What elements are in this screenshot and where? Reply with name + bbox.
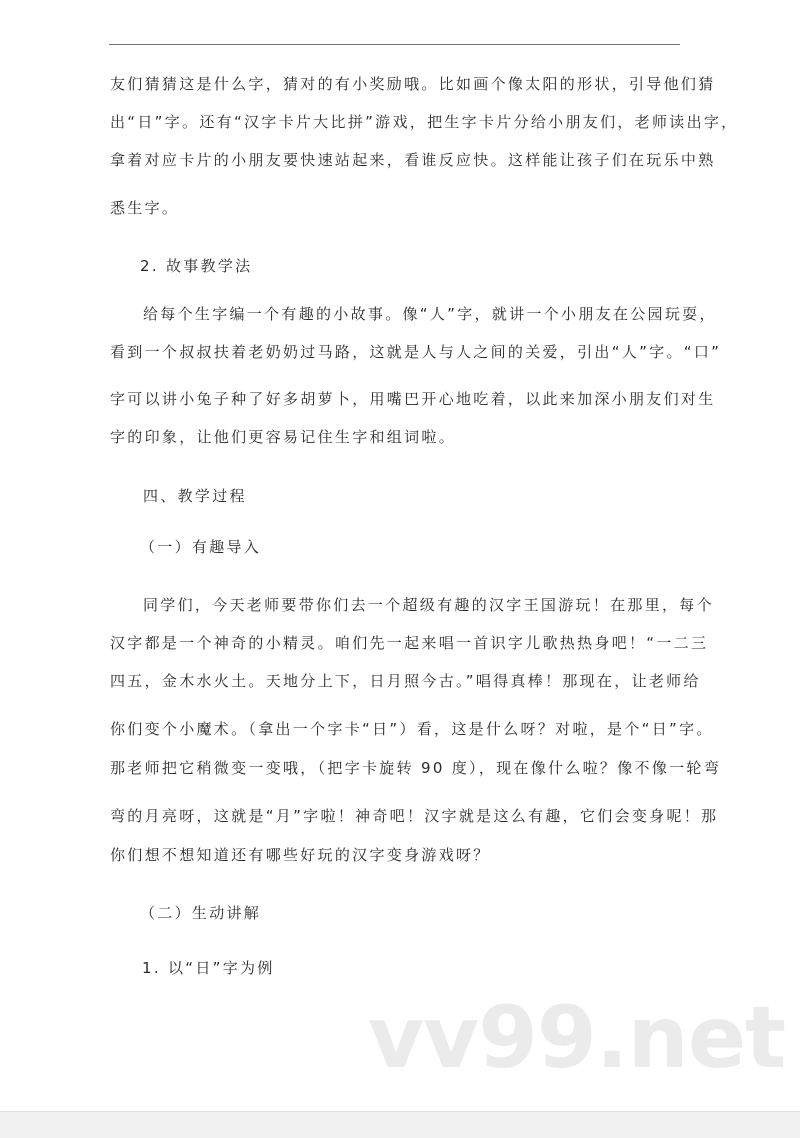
paragraph-line: 你们变个小魔术。（拿出一个字卡“日”）看，这是什么呀？对啦，是个“日”字。: [110, 720, 714, 738]
paragraph-line: 字可以讲小兔子种了好多胡萝卜，用嘴巴开心地吃着，以此来加深小朋友们对生: [110, 390, 716, 408]
subsection-heading: （一）有趣导入: [140, 538, 262, 556]
item-heading: 1. 以“日”字为例: [142, 959, 275, 977]
paragraph-line: 出“日”字。还有“汉字卡片大比拼”游戏，把生字卡片分给小朋友们，老师读出字，: [110, 113, 739, 131]
paragraph-line: 悉生字。: [110, 199, 180, 217]
paragraph-line: 你们想不想知道还有哪些好玩的汉字变身游戏呀？: [110, 846, 491, 864]
watermark: vv99.net: [368, 988, 786, 1088]
paragraph-line: 同学们，今天老师要带你们去一个超级有趣的汉字王国游玩！在那里，每个: [143, 596, 714, 614]
paragraph-line: 那老师把它稍微变一变哦，（把字卡旋转 90 度），现在像什么啦？像不像一轮弯: [110, 759, 722, 777]
paragraph-line: 看到一个叔叔扶着老奶奶过马路，这就是人与人之间的关爱，引出“人”字。“口”: [110, 343, 722, 361]
subsection-heading: （二）生动讲解: [140, 904, 262, 922]
paragraph-line: 字的印象，让他们更容易记住生字和组词啦。: [110, 428, 457, 446]
paragraph-line: 汉字都是一个神奇的小精灵。咱们先一起来唱一首识字儿歌热热身吧！“一二三: [110, 634, 709, 652]
paragraph-line: 给每个生字编一个有趣的小故事。像“人”字，就讲一个小朋友在公园玩耍，: [143, 305, 717, 323]
paragraph-line: 四五，金木水火土。天地分上下，日月照今古。”唱得真棒！那现在，让老师给: [110, 672, 701, 690]
paragraph-line: 拿着对应卡片的小朋友要快速站起来，看谁反应快。这样能让孩子们在玩乐中熟: [110, 151, 716, 169]
paragraph-line: 友们猜猜这是什么字，猜对的有小奖励哦。比如画个像太阳的形状，引导他们猜: [110, 75, 716, 93]
header-rule: [109, 44, 680, 45]
section-heading: 2. 故事教学法: [140, 257, 253, 275]
paragraph-line: 弯的月亮呀，这就是“月”字啦！神奇吧！汉字就是这么有趣，它们会变身呢！那: [110, 807, 719, 825]
section-heading: 四、教学过程: [143, 487, 247, 505]
page-bottom-band: [0, 1111, 800, 1138]
